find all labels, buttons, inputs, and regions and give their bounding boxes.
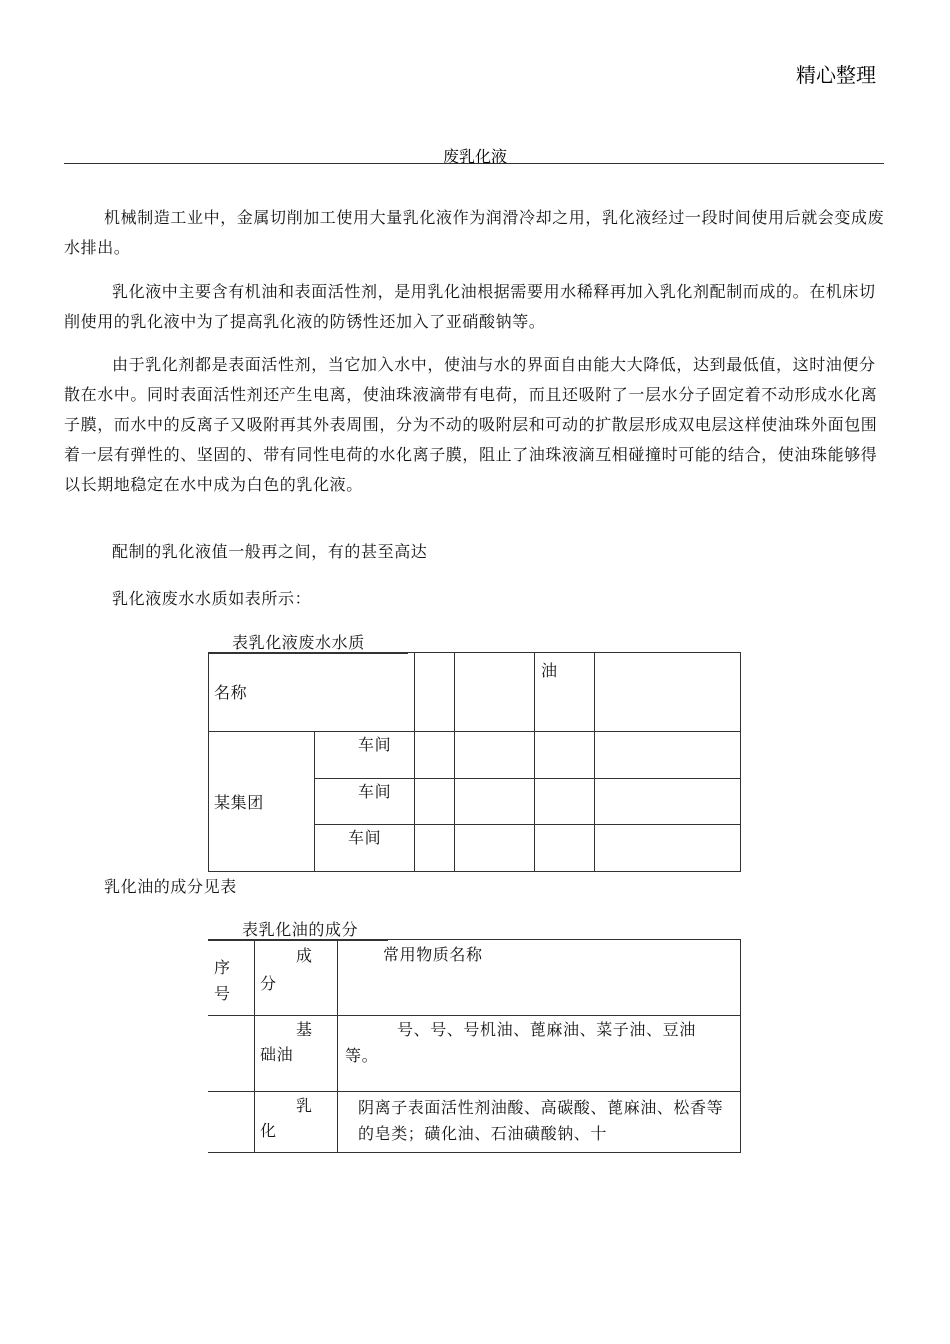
page-title: 废乳化液: [442, 147, 507, 166]
table2-intro: 乳化油的成分见表: [104, 877, 237, 896]
paragraph-3: 由于乳化剂都是表面活性剂，当它加入水中，使油与水的界面自由能大大降低，达到最低值，这时油便分散在水中。同时表面活性剂还产生电离，使油珠液滴带有电荷，而且还吸附了一层水分子固定着不动形成水化离子膜，而水中的反离子又吸附再其外表周围，分为不动的吸附层和可动的扩散层形成双电层这样使油珠外面包围着一层有弹性的、坚固的、带有同性电荷的水化离子膜，阻止了油珠液滴互相碰撞时可能的结合，使油珠能够得以长期地稳定在水中成为白色的乳化液。: [64, 355, 878, 494]
paragraph-4: 配制的乳化液值一般再之间，有的甚至高达: [112, 542, 428, 561]
table2-header-seq: 序号: [214, 958, 231, 1003]
paragraph-1: 机械制造工业中，金属切削加工使用大量乳化液作为润滑冷却之用，乳化液经过一段时间使用后就会变成废水排出。: [64, 208, 885, 257]
table2-caption: 表乳化油的成分: [208, 917, 388, 941]
table1-caption: 表乳化液废水水质: [208, 630, 408, 654]
table1-group: 某集团: [214, 793, 264, 812]
table2-header-component: 成分: [260, 946, 313, 993]
paragraph-5: 乳化液废水水质如表所示：: [112, 589, 312, 608]
table2-header-common: 常用物质名称: [383, 945, 483, 964]
table2-row-2-component: 乳化: [260, 1096, 313, 1140]
table2-row-1-component: 基础油: [260, 1020, 313, 1064]
table1-row-3: 车间: [348, 828, 382, 847]
table1-header-oil: 油: [541, 661, 558, 680]
paragraph-2: 乳化液中主要含有机油和表面活性剂，是用乳化油根据需要用水稀释再加入乳化剂配制而成的。在机床切削使用的乳化液中为了提高乳化液的防锈性还加入了亚硝酸钠等。: [64, 282, 876, 331]
table2-row-1-common: 号、号、号机油、蓖麻油、菜子油、豆油等。: [345, 1020, 696, 1065]
table1-header-name: 名称: [214, 683, 248, 702]
header-rule: [64, 163, 884, 164]
table1-row-1: 车间: [358, 735, 392, 754]
table1-row-2: 车间: [358, 782, 392, 801]
table2-row-2-common: 阴离子表面活性剂油酸、高碳酸、蓖麻油、松香等的皂类；磺化油、石油磺酸钠、十: [358, 1098, 724, 1143]
header-tag: 精心整理: [796, 63, 876, 87]
